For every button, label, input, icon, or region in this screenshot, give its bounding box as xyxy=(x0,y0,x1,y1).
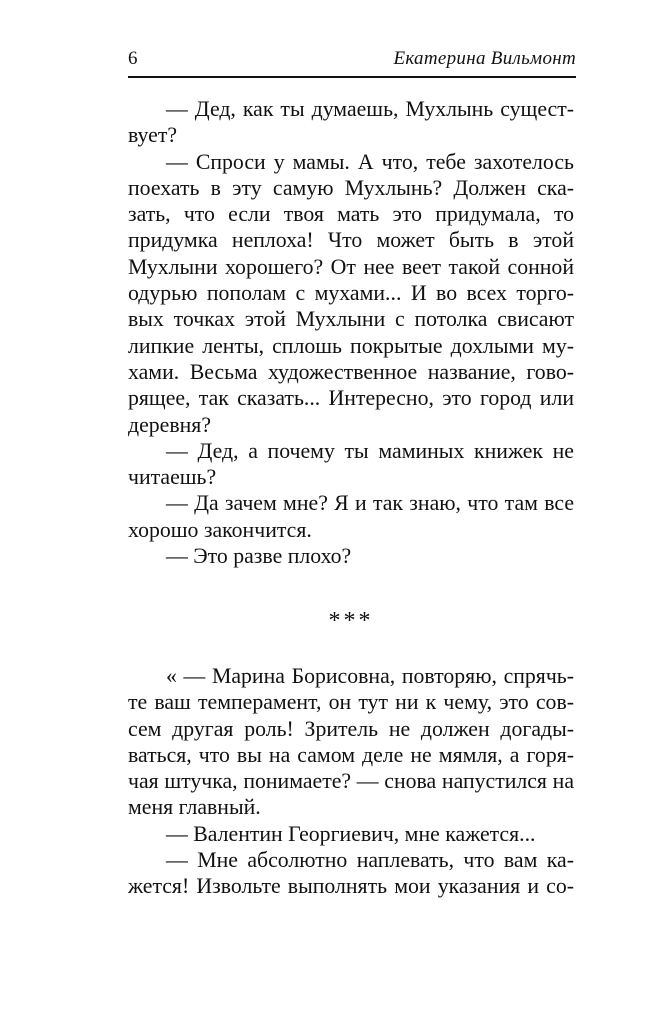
text-block-dialogue xyxy=(128,96,574,569)
text-line: хорошо закончится. xyxy=(128,517,312,542)
text-line: « — Марина Борисовна, повторяю, спрячь- xyxy=(166,664,574,688)
text-line: меня главный. xyxy=(128,795,261,820)
text-block-theatre xyxy=(128,663,574,900)
text-line: зать, что если твоя мать это придумала, то xyxy=(128,202,574,227)
text-line: деревня? xyxy=(128,412,211,437)
text-line: придумка неплоха! Что может быть в этой xyxy=(128,228,574,253)
text-line: вует? xyxy=(128,123,178,148)
text-line: сем другая роль! Зритель не должен догады- xyxy=(128,716,574,741)
text-line: — Мне абсолютно наплевать, что вам ка- xyxy=(166,848,574,873)
text-line: — Это разве плохо? xyxy=(166,544,352,569)
text-line: липкие ленты, сплошь покрытые дохлыми му- xyxy=(128,333,574,358)
text-line: жется! Извольте выполнять мои указания и со- xyxy=(128,874,574,899)
text-line: — Валентин Георгиевич, мне кажется... xyxy=(166,821,536,846)
author-name: Екатерина Вильмонт xyxy=(393,48,576,69)
section-separator: *** xyxy=(328,608,374,634)
text-line: — Да зачем мне? Я и так знаю, что там все xyxy=(166,491,574,516)
text-line: читаешь? xyxy=(128,465,217,490)
text-line: рящее, так сказать... Интересно, это город или xyxy=(128,386,574,411)
text-line: чая штучка, понимаете? — снова напустился на xyxy=(128,769,574,794)
text-line: ваться, что вы на самом деле не мямля, а горя- xyxy=(128,742,574,767)
text-line: вых точках этой Мухлыни с потолка свисают xyxy=(128,307,574,332)
header-rule xyxy=(128,76,576,78)
text-line: те ваш темперамент, он тут ни к чему, это сов- xyxy=(128,690,574,715)
text-line: хами. Весьма художественное название, гово- xyxy=(128,359,574,384)
text-line: — Дед, а почему ты маминых книжек не xyxy=(166,438,574,463)
text-line: одурью пополам с мухами... И во всех торго- xyxy=(128,281,574,306)
page-number: 6 xyxy=(128,48,138,69)
text-line: поехать в эту самую Мухлынь? Должен ска- xyxy=(128,175,574,200)
running-head xyxy=(128,48,576,74)
text-line: — Дед, как ты думаешь, Мухлынь сущест- xyxy=(166,97,574,121)
text-line: Мухлыни хорошего? От нее веет такой сонной xyxy=(128,254,574,279)
text-line: — Спроси у мамы. А что, тебе захотелось xyxy=(166,149,574,174)
